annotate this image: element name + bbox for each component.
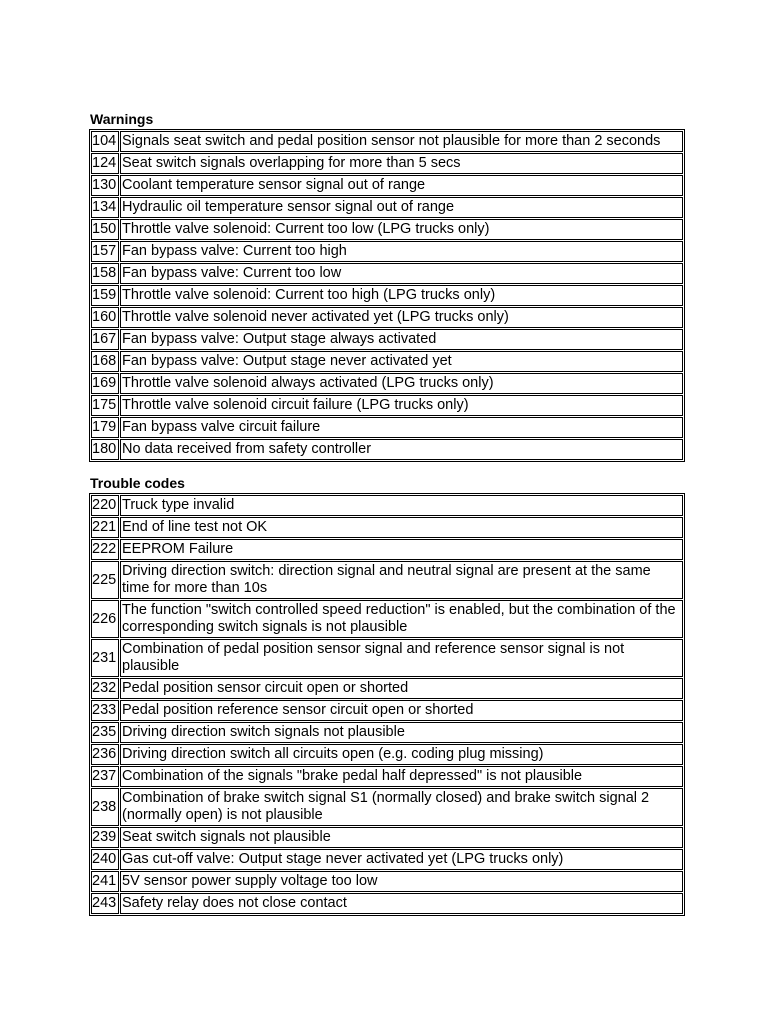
table-row bbox=[91, 639, 683, 677]
table-row bbox=[91, 678, 683, 699]
code-cell: 130 bbox=[91, 175, 119, 196]
code-cell: 225 bbox=[91, 561, 119, 599]
table-row bbox=[91, 827, 683, 848]
description-cell: Throttle valve solenoid circuit failure (LPG trucks only) bbox=[120, 395, 683, 416]
code-cell: 134 bbox=[91, 197, 119, 218]
description-cell: Pedal position reference sensor circuit open or shorted bbox=[120, 700, 683, 721]
description-cell: Fan bypass valve: Current too low bbox=[120, 263, 683, 284]
code-cell: 104 bbox=[91, 131, 119, 152]
code-cell: 231 bbox=[91, 639, 119, 677]
description-cell: 5V sensor power supply voltage too low bbox=[120, 871, 683, 892]
code-cell: 238 bbox=[91, 788, 119, 826]
warnings-title: Warnings bbox=[90, 111, 154, 127]
code-cell: 239 bbox=[91, 827, 119, 848]
table-row bbox=[91, 766, 683, 787]
table-row bbox=[91, 241, 683, 262]
table-row bbox=[91, 700, 683, 721]
table-row bbox=[91, 417, 683, 438]
code-cell: 158 bbox=[91, 263, 119, 284]
table-row bbox=[91, 197, 683, 218]
table-row bbox=[91, 263, 683, 284]
description-cell: Combination of brake switch signal S1 (normally closed) and brake switch signal 2 (normally open) is not plausible bbox=[120, 788, 683, 826]
code-cell: 180 bbox=[91, 439, 119, 460]
trouble-codes-title: Trouble codes bbox=[90, 475, 185, 491]
table-row bbox=[91, 175, 683, 196]
description-cell: Fan bypass valve circuit failure bbox=[120, 417, 683, 438]
trouble-codes-section bbox=[89, 475, 685, 916]
warnings-section bbox=[89, 111, 685, 462]
description-cell: Fan bypass valve: Current too high bbox=[120, 241, 683, 262]
code-cell: 233 bbox=[91, 700, 119, 721]
code-cell: 243 bbox=[91, 893, 119, 914]
description-cell: End of line test not OK bbox=[120, 517, 683, 538]
description-cell: Driving direction switch signals not plausible bbox=[120, 722, 683, 743]
description-cell: Signals seat switch and pedal position sensor not plausible for more than 2 seconds bbox=[120, 131, 683, 152]
description-cell: EEPROM Failure bbox=[120, 539, 683, 560]
description-cell: Driving direction switch: direction signal and neutral signal are present at the same time for more than 10s bbox=[120, 561, 683, 599]
code-cell: 160 bbox=[91, 307, 119, 328]
table-row bbox=[91, 871, 683, 892]
trouble-codes-table bbox=[89, 493, 685, 916]
description-cell: Seat switch signals not plausible bbox=[120, 827, 683, 848]
description-cell: Seat switch signals overlapping for more than 5 secs bbox=[120, 153, 683, 174]
code-cell: 232 bbox=[91, 678, 119, 699]
warnings-table bbox=[89, 129, 685, 462]
description-cell: Coolant temperature sensor signal out of range bbox=[120, 175, 683, 196]
code-cell: 236 bbox=[91, 744, 119, 765]
description-cell: Gas cut-off valve: Output stage never activated yet (LPG trucks only) bbox=[120, 849, 683, 870]
description-cell: No data received from safety controller bbox=[120, 439, 683, 460]
code-cell: 237 bbox=[91, 766, 119, 787]
table-row bbox=[91, 600, 683, 638]
description-cell: Driving direction switch all circuits open (e.g. coding plug missing) bbox=[120, 744, 683, 765]
code-cell: 169 bbox=[91, 373, 119, 394]
description-cell: Fan bypass valve: Output stage always activated bbox=[120, 329, 683, 350]
table-row bbox=[91, 517, 683, 538]
table-row bbox=[91, 439, 683, 460]
code-cell: 240 bbox=[91, 849, 119, 870]
code-cell: 220 bbox=[91, 495, 119, 516]
description-cell: Safety relay does not close contact bbox=[120, 893, 683, 914]
code-cell: 235 bbox=[91, 722, 119, 743]
code-cell: 226 bbox=[91, 600, 119, 638]
table-row bbox=[91, 395, 683, 416]
description-cell: Throttle valve solenoid: Current too low (LPG trucks only) bbox=[120, 219, 683, 240]
table-row bbox=[91, 788, 683, 826]
description-cell: Throttle valve solenoid: Current too high (LPG trucks only) bbox=[120, 285, 683, 306]
description-cell: Truck type invalid bbox=[120, 495, 683, 516]
description-cell: The function "switch controlled speed reduction" is enabled, but the combination of the corresponding switch signals is not plausible bbox=[120, 600, 683, 638]
table-row bbox=[91, 893, 683, 914]
table-row bbox=[91, 285, 683, 306]
description-cell: Combination of pedal position sensor signal and reference sensor signal is not plausible bbox=[120, 639, 683, 677]
code-cell: 241 bbox=[91, 871, 119, 892]
description-cell: Pedal position sensor circuit open or shorted bbox=[120, 678, 683, 699]
table-row bbox=[91, 722, 683, 743]
code-cell: 221 bbox=[91, 517, 119, 538]
code-cell: 222 bbox=[91, 539, 119, 560]
table-row bbox=[91, 744, 683, 765]
description-cell: Hydraulic oil temperature sensor signal out of range bbox=[120, 197, 683, 218]
table-row bbox=[91, 539, 683, 560]
table-row bbox=[91, 329, 683, 350]
table-row bbox=[91, 307, 683, 328]
description-cell: Throttle valve solenoid never activated yet (LPG trucks only) bbox=[120, 307, 683, 328]
description-cell: Fan bypass valve: Output stage never activated yet bbox=[120, 351, 683, 372]
table-row bbox=[91, 351, 683, 372]
description-cell: Combination of the signals "brake pedal half depressed" is not plausible bbox=[120, 766, 683, 787]
code-cell: 179 bbox=[91, 417, 119, 438]
table-row bbox=[91, 131, 683, 152]
table-row bbox=[91, 153, 683, 174]
code-cell: 124 bbox=[91, 153, 119, 174]
table-row bbox=[91, 219, 683, 240]
table-row bbox=[91, 849, 683, 870]
code-cell: 150 bbox=[91, 219, 119, 240]
description-cell: Throttle valve solenoid always activated (LPG trucks only) bbox=[120, 373, 683, 394]
table-row bbox=[91, 561, 683, 599]
code-cell: 168 bbox=[91, 351, 119, 372]
code-cell: 159 bbox=[91, 285, 119, 306]
table-row bbox=[91, 495, 683, 516]
code-cell: 175 bbox=[91, 395, 119, 416]
code-cell: 167 bbox=[91, 329, 119, 350]
table-row bbox=[91, 373, 683, 394]
code-cell: 157 bbox=[91, 241, 119, 262]
